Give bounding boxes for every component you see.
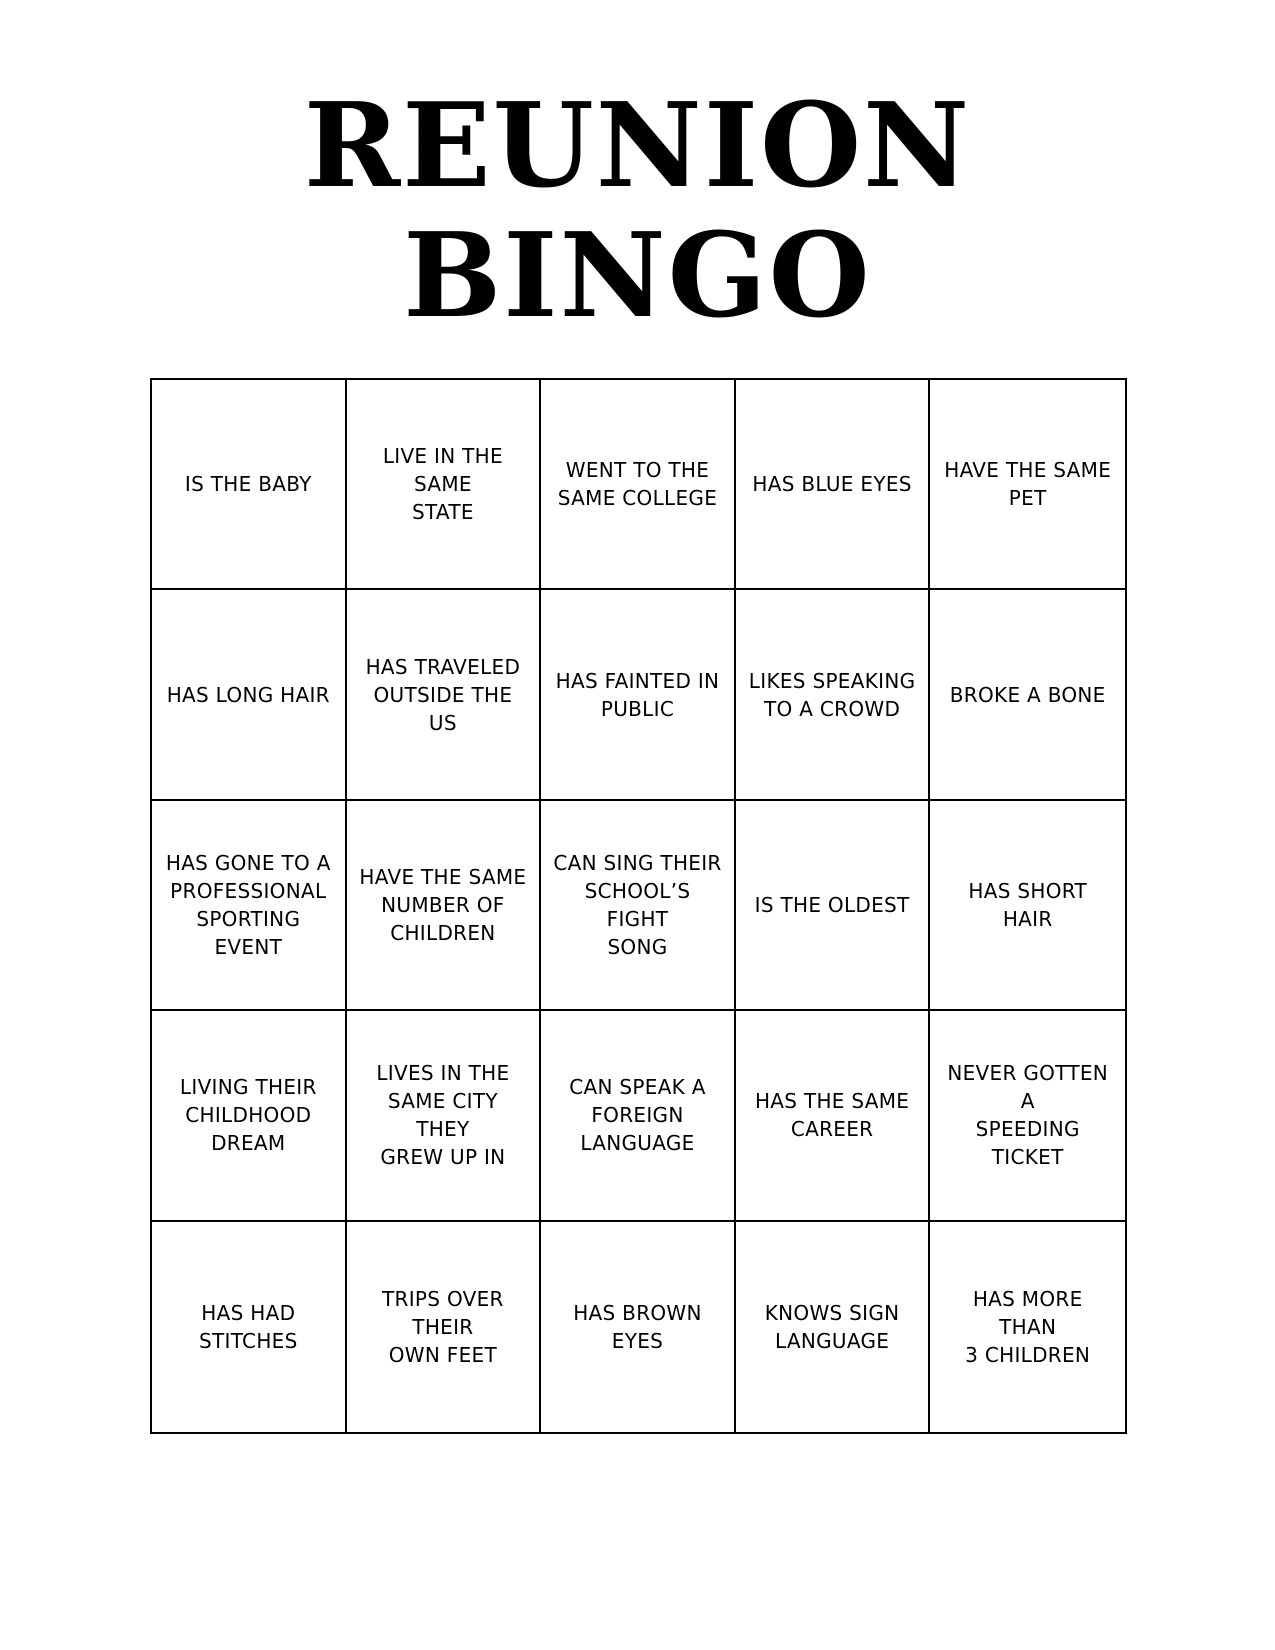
- bingo-cell: BROKE A BONE: [930, 590, 1125, 800]
- bingo-cell: HAVE THE SAME PET: [930, 380, 1125, 590]
- bingo-cell: HAS FAINTED IN PUBLIC: [541, 590, 736, 800]
- bingo-cell: WENT TO THE SAME COLLEGE: [541, 380, 736, 590]
- bingo-cell: HAS BLUE EYES: [736, 380, 931, 590]
- bingo-cell: IS THE BABY: [152, 380, 347, 590]
- bingo-cell: HAS BROWN EYES: [541, 1222, 736, 1432]
- bingo-cell: LIVING THEIR CHILDHOOD DREAM: [152, 1011, 347, 1221]
- bingo-cell: LIVES IN THE SAME CITY THEY GREW UP IN: [347, 1011, 542, 1221]
- bingo-board: [150, 378, 1127, 1434]
- title-line-bingo: BINGO: [403, 208, 872, 344]
- bingo-cell: HAS GONE TO A PROFESSIONAL SPORTING EVENT: [152, 801, 347, 1011]
- bingo-cell: HAS LONG HAIR: [152, 590, 347, 800]
- bingo-cell: CAN SING THEIR SCHOOL’S FIGHT SONG: [541, 801, 736, 1011]
- bingo-cell: NEVER GOTTEN A SPEEDING TICKET: [930, 1011, 1125, 1221]
- bingo-cell: IS THE OLDEST: [736, 801, 931, 1011]
- title-line-reunion: REUNION: [303, 78, 972, 214]
- bingo-cell: HAS THE SAME CAREER: [736, 1011, 931, 1221]
- bingo-cell: KNOWS SIGN LANGUAGE: [736, 1222, 931, 1432]
- bingo-cell: HAS TRAVELED OUTSIDE THE US: [347, 590, 542, 800]
- bingo-cell: HAS HAD STITCHES: [152, 1222, 347, 1432]
- bingo-cell: CAN SPEAK A FOREIGN LANGUAGE: [541, 1011, 736, 1221]
- bingo-cell: HAS SHORT HAIR: [930, 801, 1125, 1011]
- bingo-cell: TRIPS OVER THEIR OWN FEET: [347, 1222, 542, 1432]
- bingo-cell: LIKES SPEAKING TO A CROWD: [736, 590, 931, 800]
- bingo-cell: HAS MORE THAN 3 CHILDREN: [965, 1286, 1091, 1367]
- bingo-cell: HAVE THE SAME NUMBER OF CHILDREN: [347, 801, 542, 1011]
- page-title: [0, 78, 1275, 344]
- bingo-cell: LIVE IN THE SAME STATE: [347, 380, 542, 590]
